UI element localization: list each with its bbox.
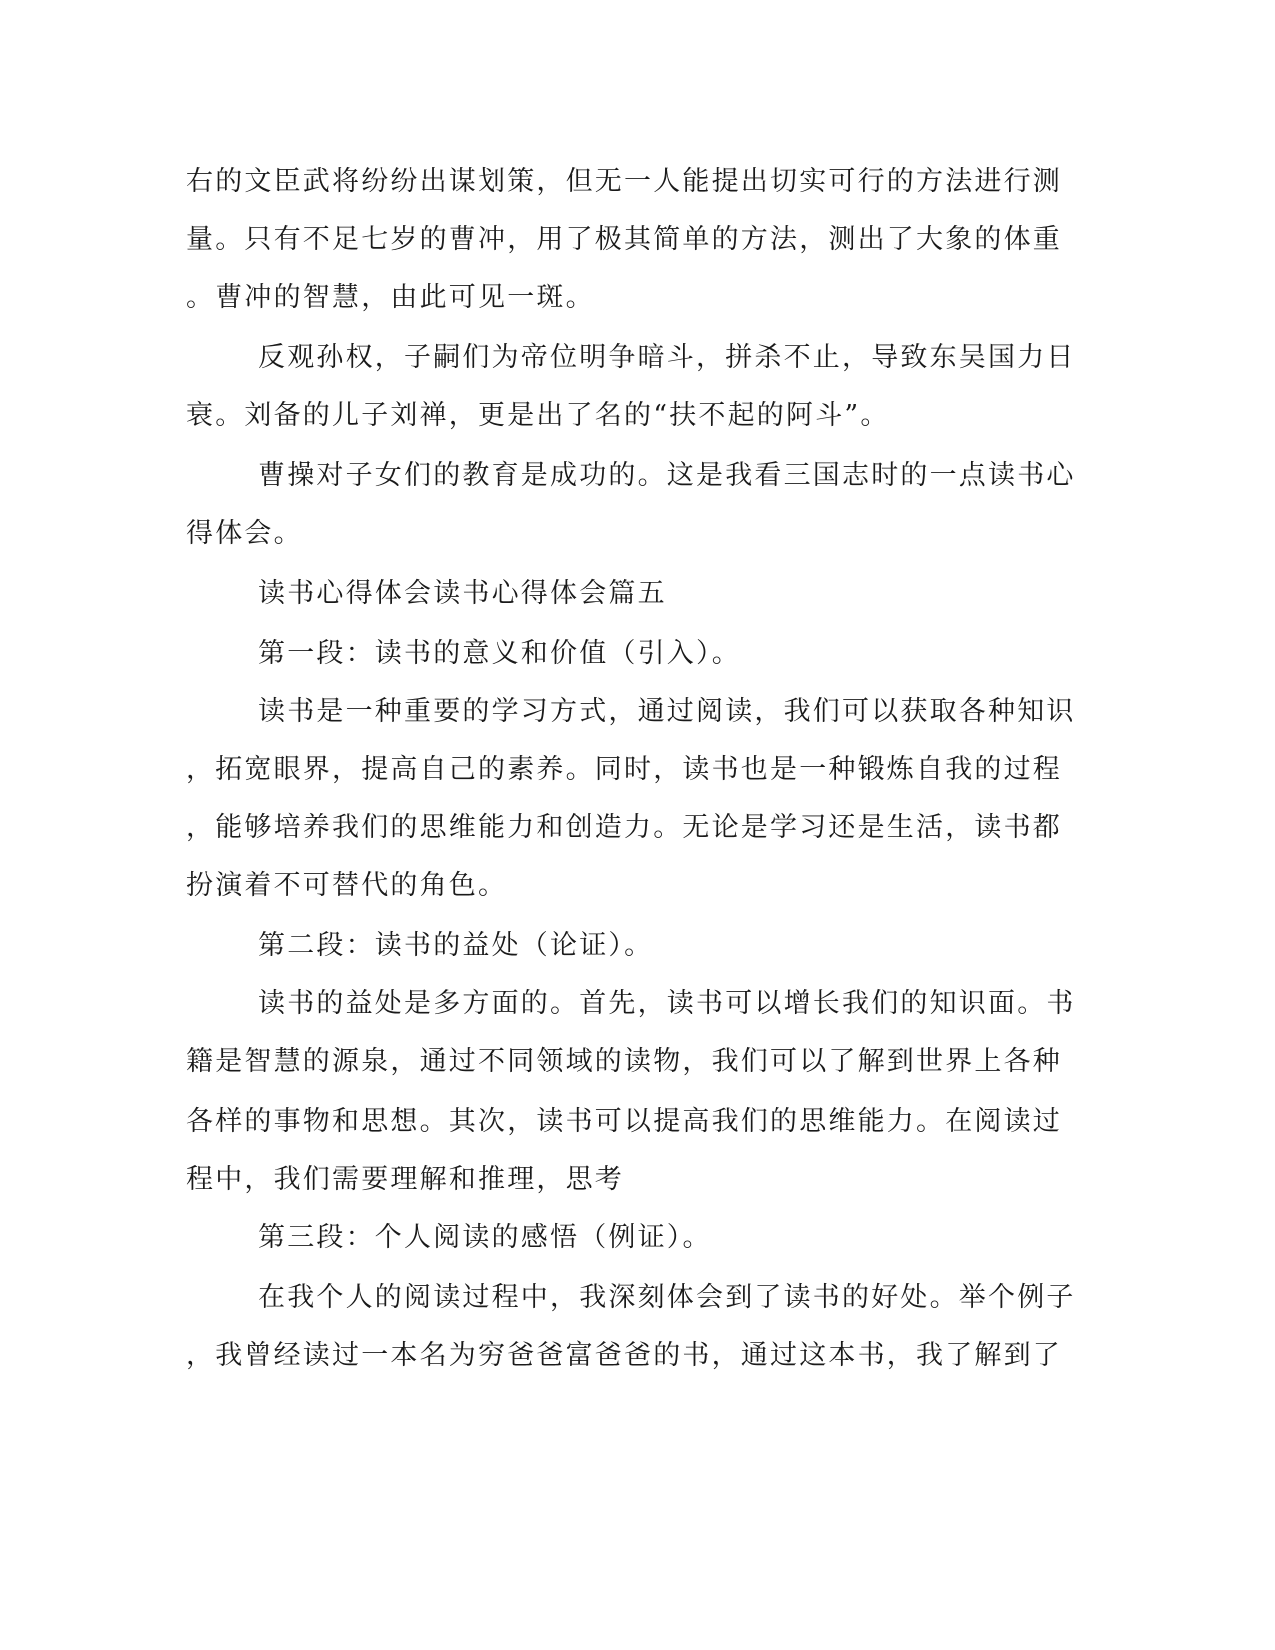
text-line: ，能够培养我们的思维能力和创造力。无论是学习还是生活，读书都: [186, 812, 1062, 843]
text-line: 籍是智慧的源泉，通过不同领域的读物，我们可以了解到世界上各种: [186, 1046, 1062, 1077]
text-line: ，拓宽眼界，提高自己的素养。同时，读书也是一种锻炼自我的过程: [186, 754, 1062, 785]
text-line: 各样的事物和思想。其次，读书可以提高我们的思维能力。在阅读过: [186, 1106, 1062, 1137]
text-line: 扮演着不可替代的角色。: [186, 870, 508, 901]
paragraph-first-line: 读书的益处是多方面的。首先，读书可以增长我们的知识面。书: [258, 988, 1076, 1019]
section-heading: 第一段：读书的意义和价值（引入）。: [258, 638, 741, 669]
text-line: 。曹冲的智慧，由此可见一斑。: [186, 282, 595, 313]
paragraph-first-line: 曹操对子女们的教育是成功的。这是我看三国志时的一点读书心: [258, 460, 1076, 491]
paragraph-first-line: 在我个人的阅读过程中，我深刻体会到了读书的好处。举个例子: [258, 1282, 1076, 1313]
text-line: 量。只有不足七岁的曹冲，用了极其简单的方法，测出了大象的体重: [186, 224, 1062, 255]
text-line: 得体会。: [186, 518, 303, 549]
section-title: 读书心得体会读书心得体会篇五: [258, 578, 667, 609]
paragraph-first-line: 读书是一种重要的学习方式，通过阅读，我们可以获取各种知识: [258, 696, 1076, 727]
text-line: 右的文臣武将纷纷出谋划策，但无一人能提出切实可行的方法进行测: [186, 166, 1062, 197]
section-heading: 第三段：个人阅读的感悟（例证）。: [258, 1222, 712, 1253]
text-line: ，我曾经读过一本名为穷爸爸富爸爸的书，通过这本书，我了解到了: [186, 1340, 1062, 1371]
text-line: 程中，我们需要理解和推理，思考: [186, 1164, 624, 1195]
paragraph-first-line: 反观孙权，子嗣们为帝位明争暗斗，拼杀不止，导致东吴国力日: [258, 342, 1076, 373]
section-heading: 第二段：读书的益处（论证）。: [258, 930, 654, 961]
text-line: 衰。刘备的儿子刘禅，更是出了名的“扶不起的阿斗”。: [186, 400, 890, 431]
